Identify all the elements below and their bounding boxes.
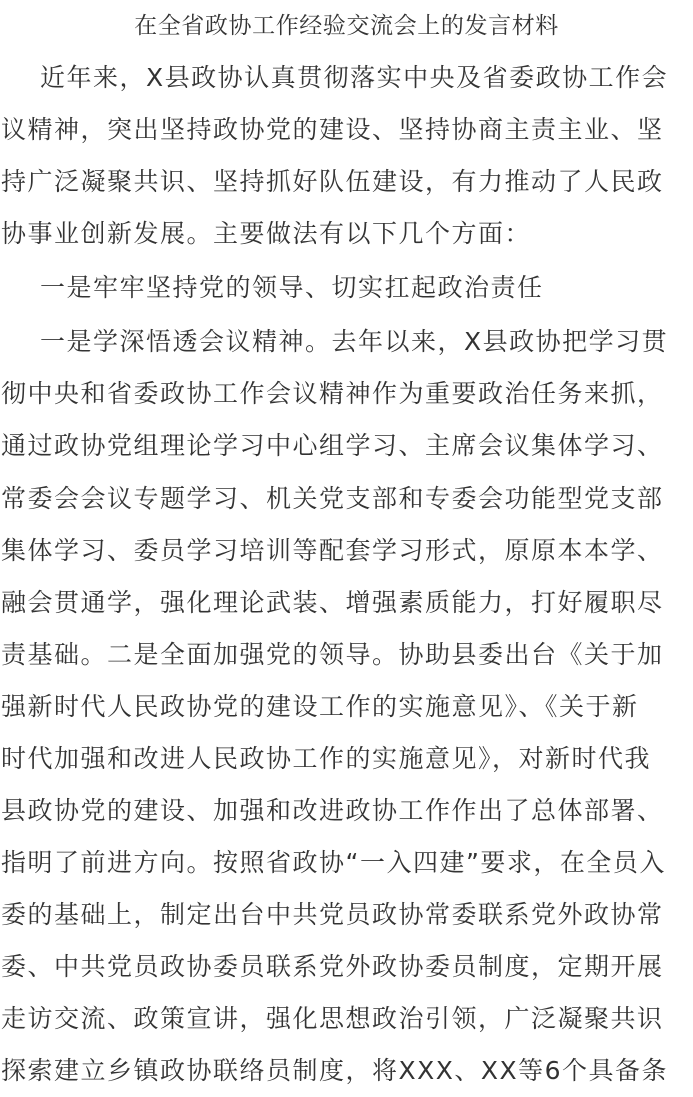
paragraph-line: 持广泛凝聚共识、坚持抓好队伍建设，有力推动了人民政 bbox=[1, 167, 664, 196]
paragraph-line: 常委会会议专题学习、机关党支部和专委会功能型党支部 bbox=[1, 484, 664, 513]
paragraph-line: 责基础。二是全面加强党的领导。协助县委出台《关于加 bbox=[1, 640, 664, 669]
document-title: 在全省政协工作经验交流会上的发言材料 bbox=[134, 13, 559, 39]
paragraph-line: 委的基础上，制定出台中共党员政协常委联系党外政协常 bbox=[1, 900, 664, 929]
paragraph-line: 时代加强和改进人民政协工作的实施意见》，对新时代我 bbox=[1, 744, 652, 773]
paragraph-line: 议精神，突出坚持政协党的建设、坚持协商主责主业、坚 bbox=[1, 115, 664, 144]
paragraph-line: 融会贯通学，强化理论武装、增强素质能力，打好履职尽 bbox=[1, 588, 664, 617]
paragraph-line: 近年来，X县政协认真贯彻落实中央及省委政协工作会 bbox=[40, 63, 669, 92]
paragraph-line: 县政协党的建设、加强和改进政协工作作出了总体部署、 bbox=[1, 796, 664, 825]
paragraph-line: 一是学深悟透会议精神。去年以来，X县政协把学习贯 bbox=[40, 327, 669, 356]
paragraph-line: 指明了前进方向。按照省政协“一入四建”要求，在全员入 bbox=[1, 848, 666, 877]
paragraph-line: 委、中共党员政协委员联系党外政协委员制度，定期开展 bbox=[1, 952, 664, 981]
paragraph-line: 通过政协党组理论学习中心组学习、主席会议集体学习、 bbox=[1, 431, 664, 460]
paragraph-line: 强新时代人民政协党的建设工作的实施意见》、《关于新 bbox=[1, 692, 639, 721]
paragraph-line: 彻中央和省委政协工作会议精神作为重要政治任务来抓， bbox=[1, 379, 664, 408]
paragraph-line: 探索建立乡镇政协联络员制度，将XXX、XX等6个具备条 bbox=[1, 1056, 669, 1085]
paragraph-line: 走访交流、政策宣讲，强化思想政治引领，广泛凝聚共识 bbox=[1, 1004, 664, 1033]
paragraph-line: 协事业创新发展。主要做法有以下几个方面： bbox=[1, 219, 532, 248]
section-heading: 一是牢牢坚持党的领导、切实扛起政治责任 bbox=[40, 273, 544, 302]
paragraph-line: 集体学习、委员学习培训等配套学习形式，原原本本学、 bbox=[1, 536, 664, 565]
